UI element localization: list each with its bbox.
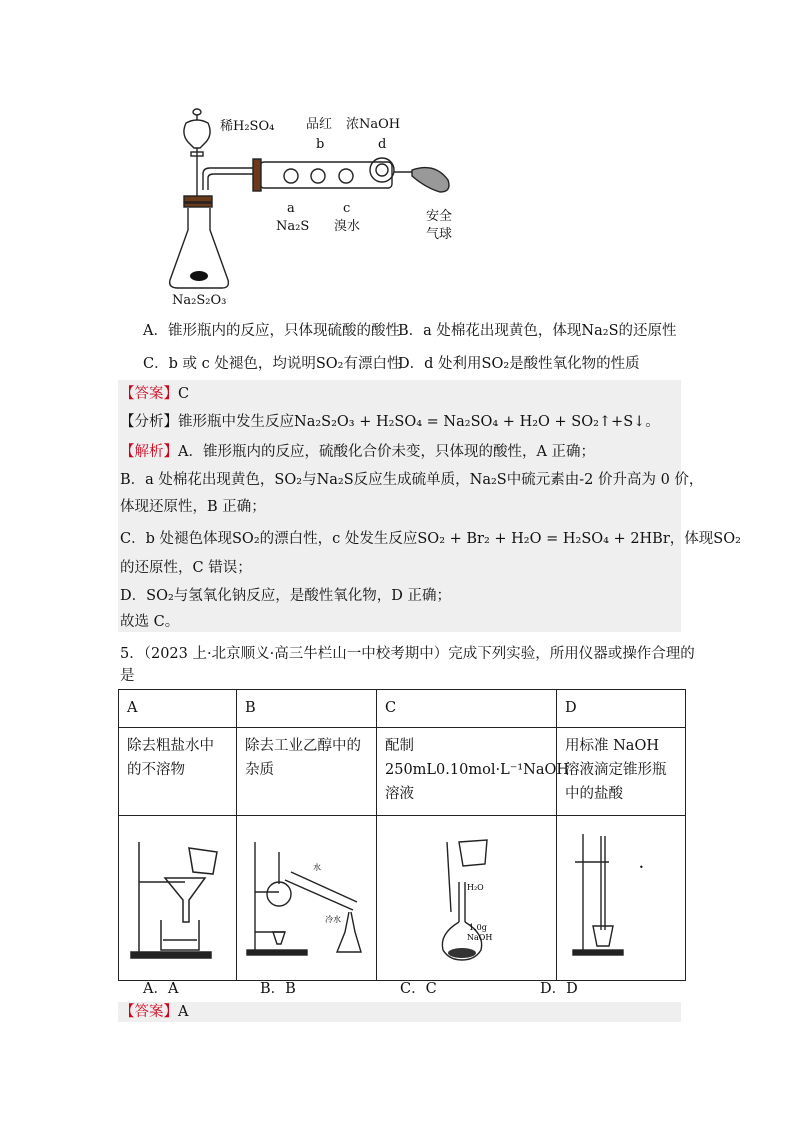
distillation-apparatus <box>245 822 369 966</box>
q5-option-d: D．D <box>540 981 578 997</box>
svg-text:1.0g: 1.0g <box>469 923 487 932</box>
q5-stem: 5．（2023 上·北京顺义·高三牛栏山一中校考期中）完成下列实验，所用仪器或操作合理的 <box>120 646 695 662</box>
q5-header-b: B <box>237 690 377 728</box>
label-na2s: Na₂S <box>276 219 310 234</box>
svg-text:NaOH: NaOH <box>467 933 493 942</box>
apparatus-diagram <box>150 90 460 312</box>
label-c: c <box>343 201 351 216</box>
q5-table <box>118 689 686 981</box>
q5-answer: 【答案】A <box>120 1004 189 1020</box>
label-conc-naoh: 浓NaOH <box>346 117 401 132</box>
q5-desc-d: 用标准 NaOH 溶液滴定锥形瓶中的盐酸 <box>557 728 686 816</box>
label-bromine-water: 溴水 <box>334 219 361 234</box>
q4-option-a: A．锥形瓶内的反应，只体现硫酸的酸性 <box>143 323 400 339</box>
q5-header-c: C <box>377 690 557 728</box>
q5-image-b <box>237 816 377 981</box>
volumetric-flask-setup <box>385 822 549 966</box>
q4-analysis: 【分析】锥形瓶中发生反应Na₂S₂O₃ + H₂SO₄ = Na₂SO₄ + H₂O + SO₂↑+S↓。 <box>120 414 660 430</box>
svg-text:冷水: 冷水 <box>325 915 341 924</box>
q5-option-a: A．A <box>143 981 179 997</box>
q5-answer-block <box>118 1002 681 1022</box>
svg-text:H₂O: H₂O <box>467 883 484 892</box>
q4-option-c: C．b 或 c 处褪色，均说明SO₂有漂白性 <box>143 356 402 372</box>
q4-conclusion: 故选 C。 <box>120 614 180 630</box>
q5-image-a <box>119 816 237 981</box>
q5-option-b: B．B <box>260 981 296 997</box>
label-a: a <box>287 201 295 216</box>
q4-option-d: D．d 处利用SO₂是酸性氧化物的性质 <box>398 356 640 372</box>
q4-explain-c-cont: 的还原性，C 错误； <box>120 560 252 576</box>
label-b: b <box>316 137 325 152</box>
q5-image-d <box>557 816 686 981</box>
svg-text:水: 水 <box>313 863 321 872</box>
q5-desc-a: 除去粗盐水中的不溶物 <box>119 728 237 816</box>
q4-answer: 【答案】C <box>120 386 190 402</box>
label-balloon-1: 安全 <box>426 209 453 224</box>
svg-text:•: • <box>639 863 644 872</box>
q4-explain-b-cont: 体现还原性，B 正确； <box>120 499 266 515</box>
q4-explain-c: C．b 处褪色体现SO₂的漂白性，c 处发生反应SO₂ + Br₂ + H₂O = H₂SO₄ + 2HBr，体现SO₂ <box>120 531 741 547</box>
titration-setup <box>565 822 677 966</box>
label-dilute-acid: 稀H₂SO₄ <box>220 119 275 134</box>
q5-desc-c: 配制 250mL0.10mol·L⁻¹NaOH 溶液 <box>377 728 557 816</box>
label-flask-content: Na₂S₂O₃ <box>172 293 227 308</box>
filtration-apparatus <box>127 822 227 966</box>
label-d: d <box>378 137 387 152</box>
q5-header-a: A <box>119 690 237 728</box>
q5-stem-cont: 是 <box>120 668 135 684</box>
label-balloon-2: 气球 <box>426 227 453 242</box>
q5-option-c: C．C <box>400 981 437 997</box>
q4-explain-b: B．a 处棉花出现黄色，SO₂与Na₂S反应生成硫单质，Na₂S中硫元素由-2 价升高为 0 价， <box>120 472 704 488</box>
q4-option-b: B．a 处棉花出现黄色，体现Na₂S的还原性 <box>398 323 677 339</box>
q4-explain-d: D．SO₂与氢氧化钠反应，是酸性氧化物，D 正确； <box>120 588 452 604</box>
q5-image-c <box>377 816 557 981</box>
q4-explain-a: 【解析】A．锥形瓶内的反应，硫酸化合价未变，只体现的酸性，A 正确； <box>120 444 596 460</box>
label-pinhong: 品红 <box>306 117 333 132</box>
q5-desc-b: 除去工业乙醇中的杂质 <box>237 728 377 816</box>
q5-header-d: D <box>557 690 686 728</box>
